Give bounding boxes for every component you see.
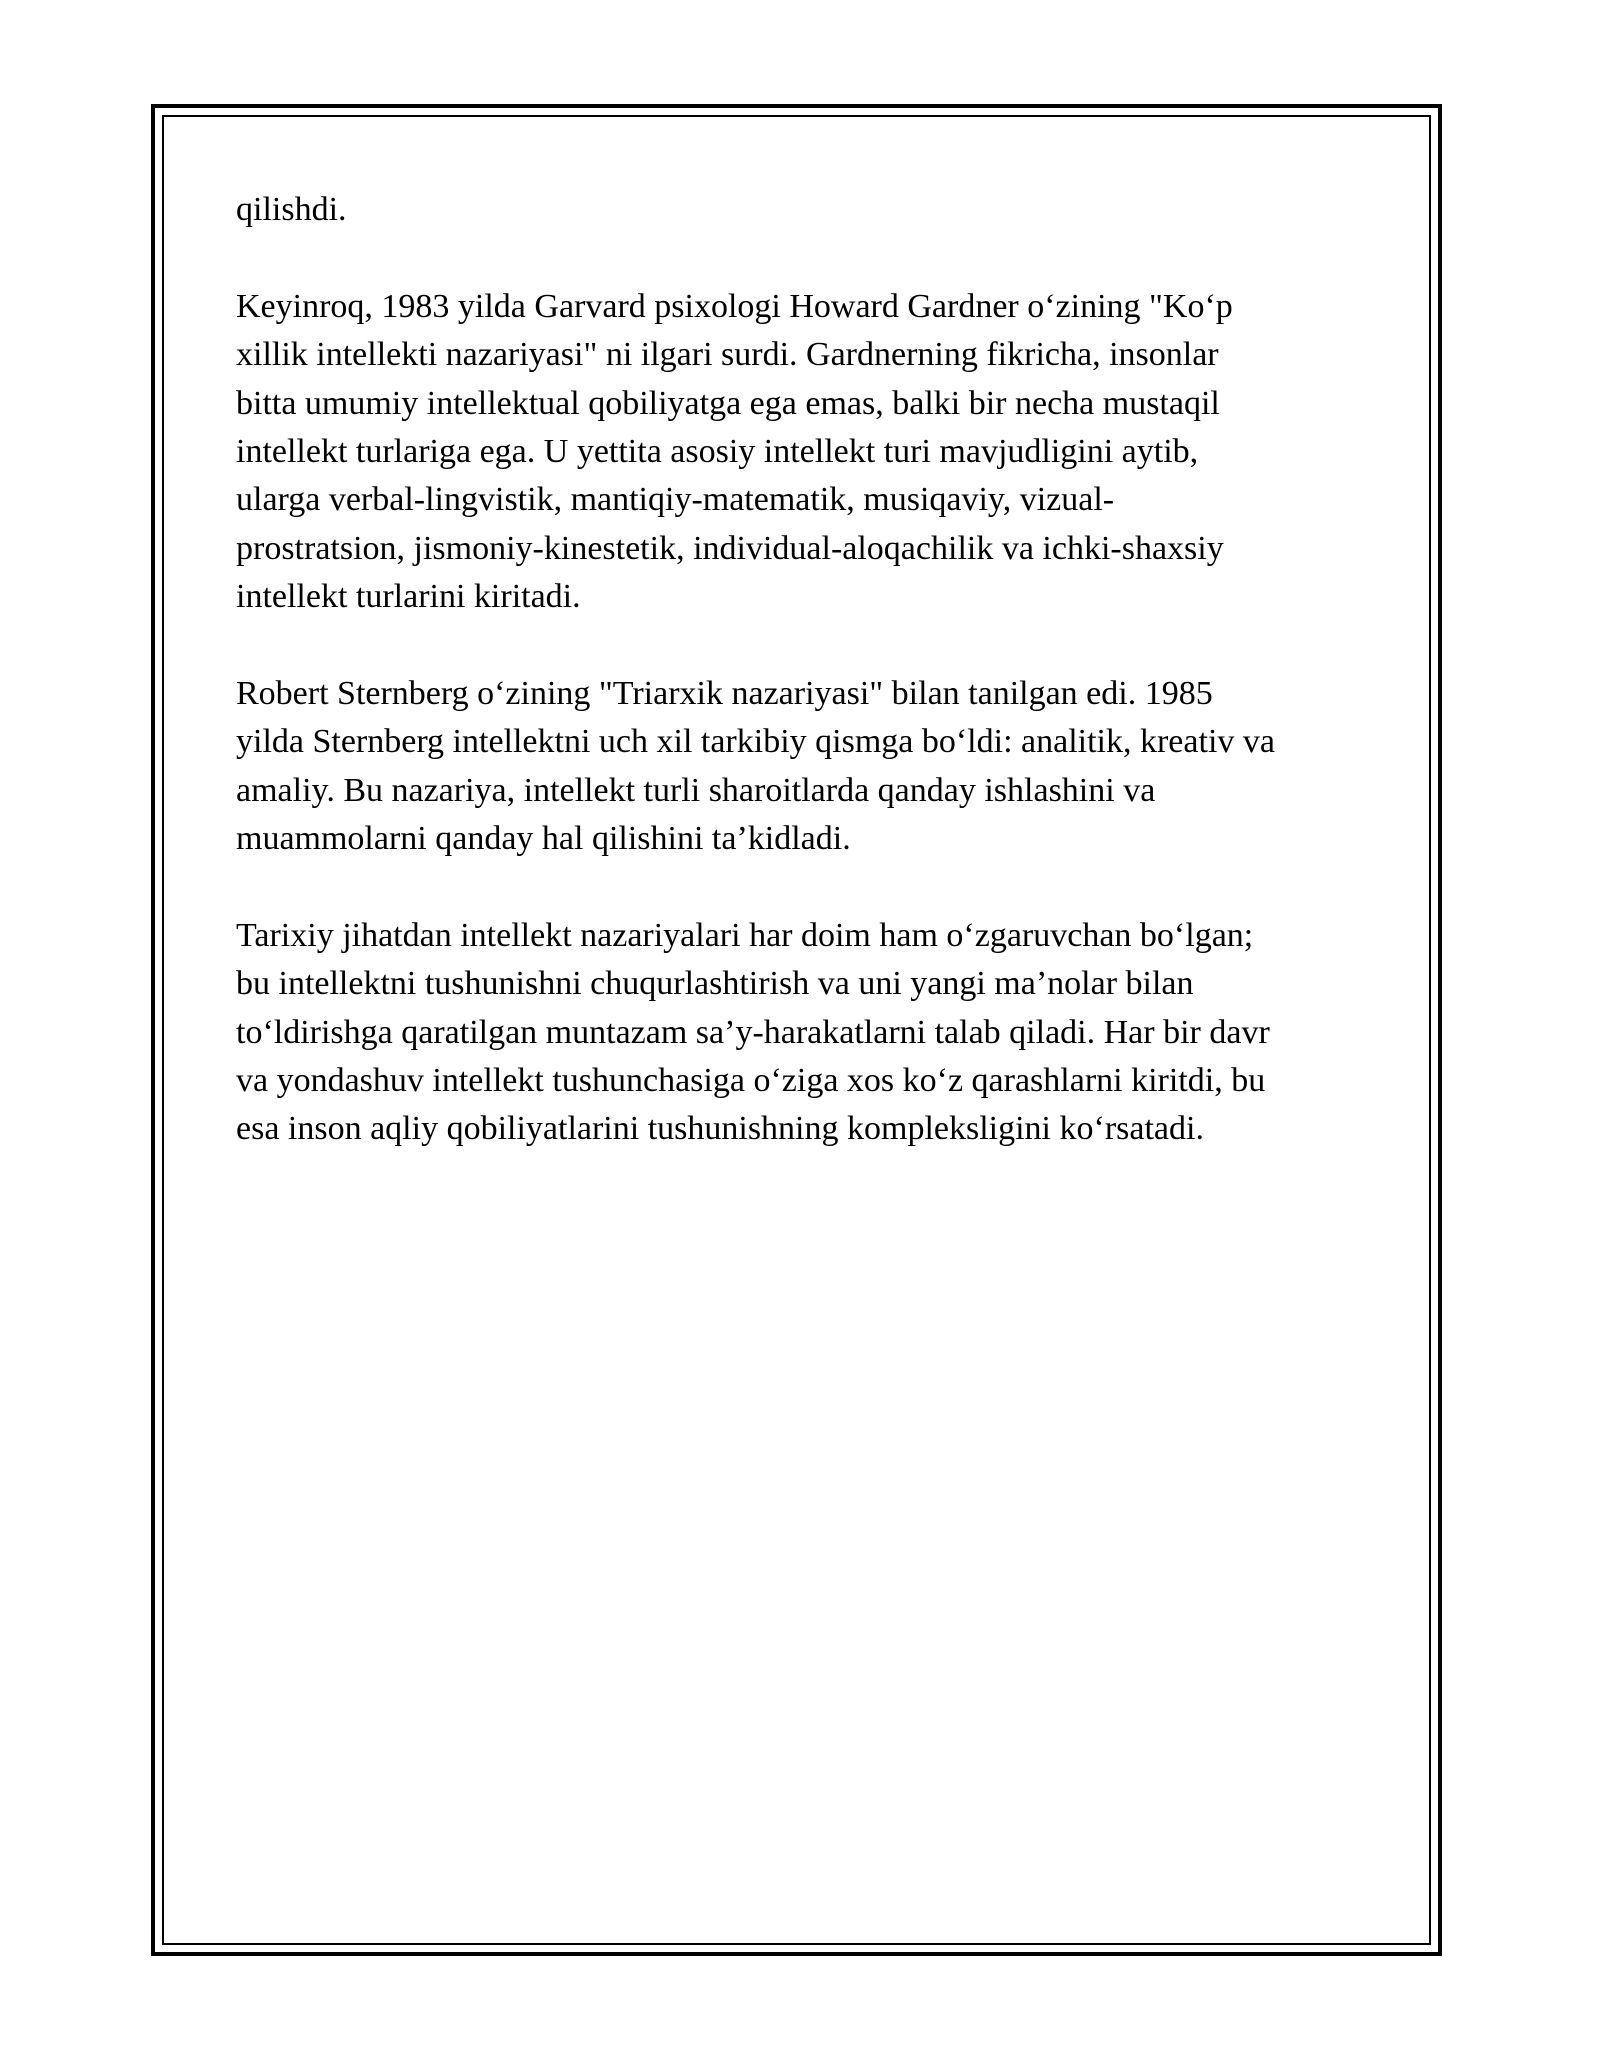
paragraph-3 <box>236 670 1366 864</box>
paragraph-line: intellekt turlarini kiritadi. <box>236 578 581 616</box>
paragraph-line: Tarixiy jihatdan intellekt nazariyalari har doim ham o‘zgaruvchan bo‘lgan; <box>236 916 1254 954</box>
paragraph-line: Robert Sternberg o‘zining "Triarxik nazariyasi" bilan tanilgan edi. 1985 <box>236 674 1213 712</box>
paragraph-line: muammolarni qanday hal qilishini ta’kidladi. <box>236 820 851 858</box>
paragraph-line: to‘ldirishga qaratilgan muntazam sa’y-harakatlarni talab qiladi. Har bir davr <box>236 1013 1270 1051</box>
paragraph-line: Keyinroq, 1983 yilda Garvard psixologi Howard Gardner o‘zining "Ko‘p <box>236 287 1233 325</box>
paragraph-line: intellekt turlariga ega. U yettita asosiy intellekt turi mavjudligini aytib, <box>236 432 1199 470</box>
paragraph-line: xillik intellekti nazariyasi" ni ilgari surdi. Gardnerning fikricha, insonlar <box>236 336 1219 374</box>
paragraph-line: amaliy. Bu nazariya, intellekt turli sharoitlarda qanday ishlashini va <box>236 771 1156 809</box>
paragraph-4 <box>236 912 1366 1154</box>
paragraph-1 <box>236 186 1366 234</box>
paragraph-line: va yondashuv intellekt tushunchasiga o‘ziga xos ko‘z qarashlarni kiritdi, bu <box>236 1062 1266 1100</box>
paragraph-2 <box>236 283 1366 622</box>
paragraph-line: bu intellektni tushunishni chuqurlashtirish va uni yangi ma’nolar bilan <box>236 965 1194 1003</box>
document-body <box>236 186 1366 1154</box>
paragraph-line: prostratsion, jismoniy-kinestetik, individual-aloqachilik va ichki-shaxsiy <box>236 529 1224 567</box>
paragraph-line: bitta umumiy intellektual qobiliyatga ega emas, balki bir necha mustaqil <box>236 384 1220 422</box>
paragraph-line: qilishdi. <box>236 191 347 228</box>
paragraph-line: yilda Sternberg intellektni uch xil tarkibiy qismga bo‘ldi: analitik, kreativ va <box>236 723 1275 761</box>
paragraph-line: ularga verbal-lingvistik, mantiqiy-matematik, musiqaviy, vizual- <box>236 481 1115 519</box>
paragraph-line: esa inson aqliy qobiliyatlarini tushunishning kompleksligini ko‘rsatadi. <box>236 1110 1204 1148</box>
